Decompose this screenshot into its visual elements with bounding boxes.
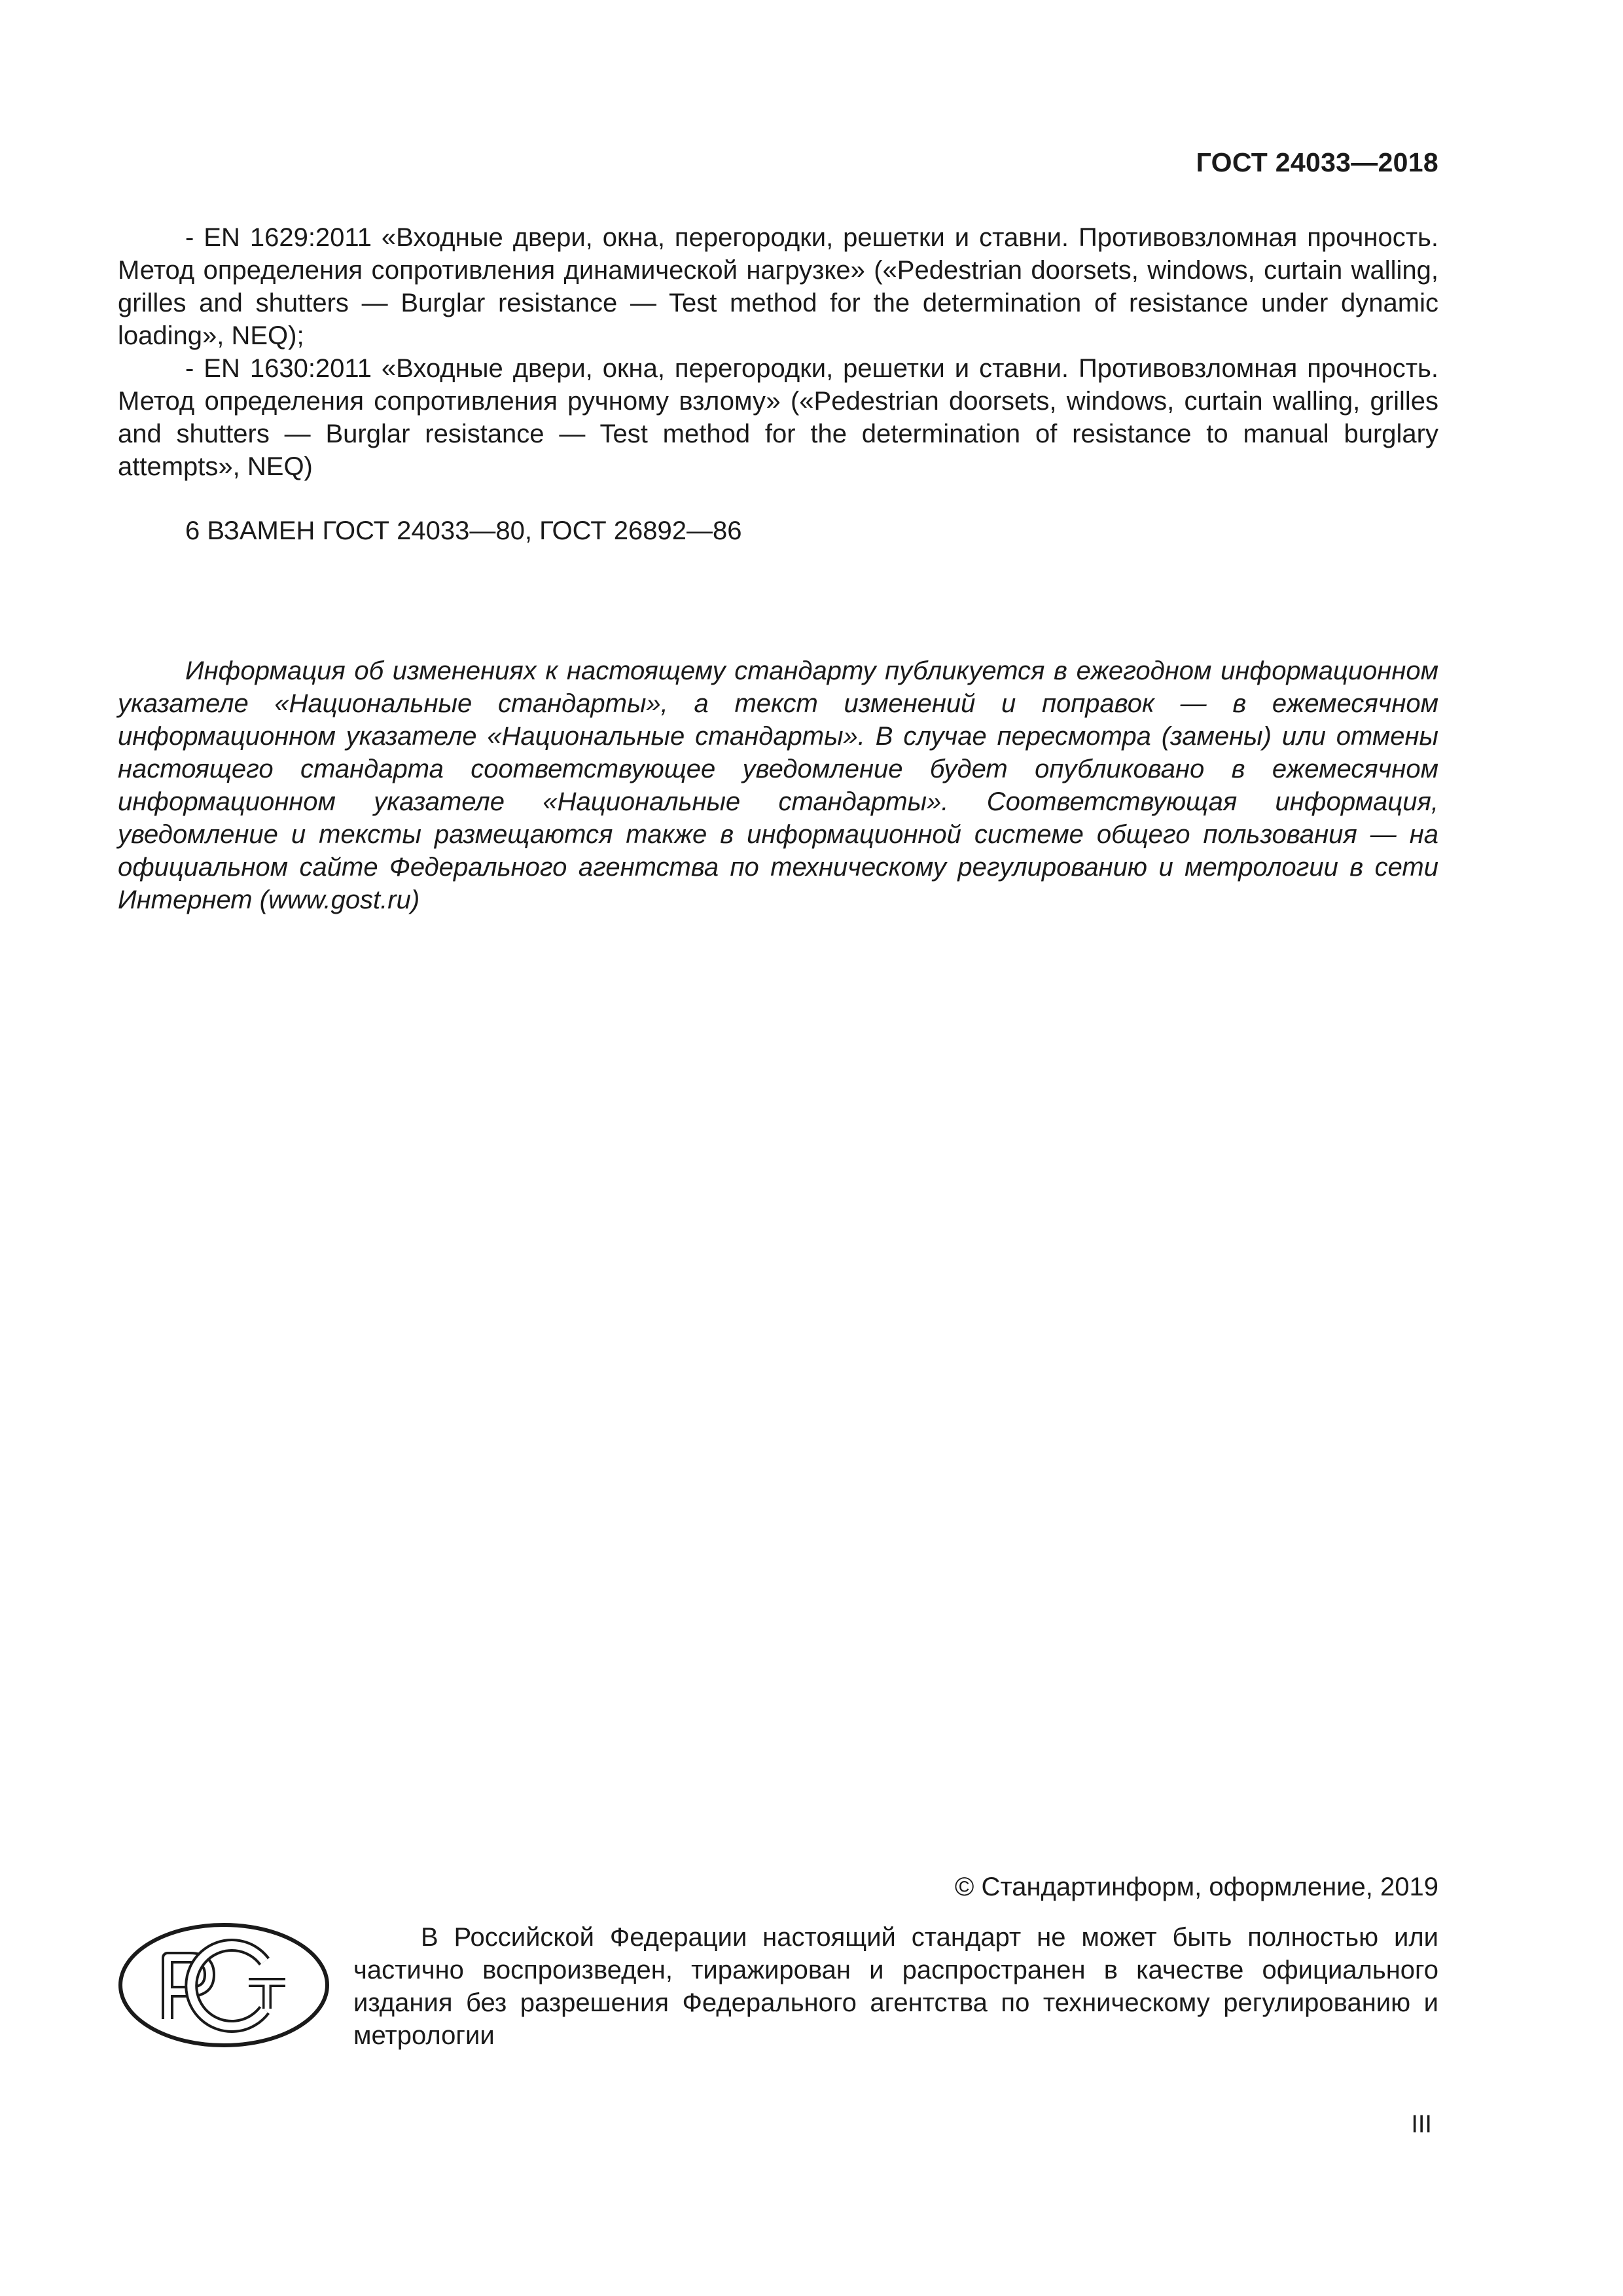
references-section: [118, 221, 1438, 547]
rst-certification-mark-icon: [116, 1921, 331, 2049]
page-number: III: [1411, 2111, 1432, 2138]
reference-item: - EN 1630:2011 «Входные двери, окна, перегородки, решетки и ставни. Противовзломная прочность. Метод определения сопротивления ручному взлому» («Pedestrian doorsets, windows, curtain walling, grilles and shutters — Burglar resistance — Test method for the determination of resistance to manual burglary attempts», NEQ): [118, 354, 1438, 481]
replacement-clause: 6 ВЗАМЕН ГОСТ 24033—80, ГОСТ 26892—86: [185, 516, 742, 545]
copyright-line: © Стандартинформ, оформление, 2019: [954, 1873, 1438, 1901]
reproduction-rights-notice: В Российской Федерации настоящий стандарт не может быть полностью или частично воспроизведен, тиражирован и распространен в качестве официального издания без разрешения Федерального агентства по техническому регулированию и метрологии: [353, 1923, 1438, 2050]
reference-item: - EN 1629:2011 «Входные двери, окна, перегородки, решетки и ставни. Противовзломная прочность. Метод определения сопротивления динамической нагрузке» («Pedestrian doorsets, windows, curtain walling, grilles and shutters — Burglar resistance — Test method for the determination of resistance under dynamic loading», NEQ);: [118, 223, 1438, 350]
document-number: ГОСТ 24033—2018: [1196, 147, 1438, 177]
info-notice: Информация об изменениях к настоящему стандарту публикуется в ежегодном информационном указателе «Национальные стандарты», а текст изменений и поправок — в ежемесячном информационном указателе «Национальные стандарты». В случае пересмотра (замены) или отмены настоящего стандарта соответствующее уведомление будет опубликовано в ежемесячном информационном указателе «Национальные стандарты». Соответствующая информация, уведомление и тексты размещаются также в информационной системе общего пользования — на официальном сайте Федерального агентства по техническому регулированию и метрологии в сети Интернет (www.gost.ru): [118, 656, 1438, 914]
